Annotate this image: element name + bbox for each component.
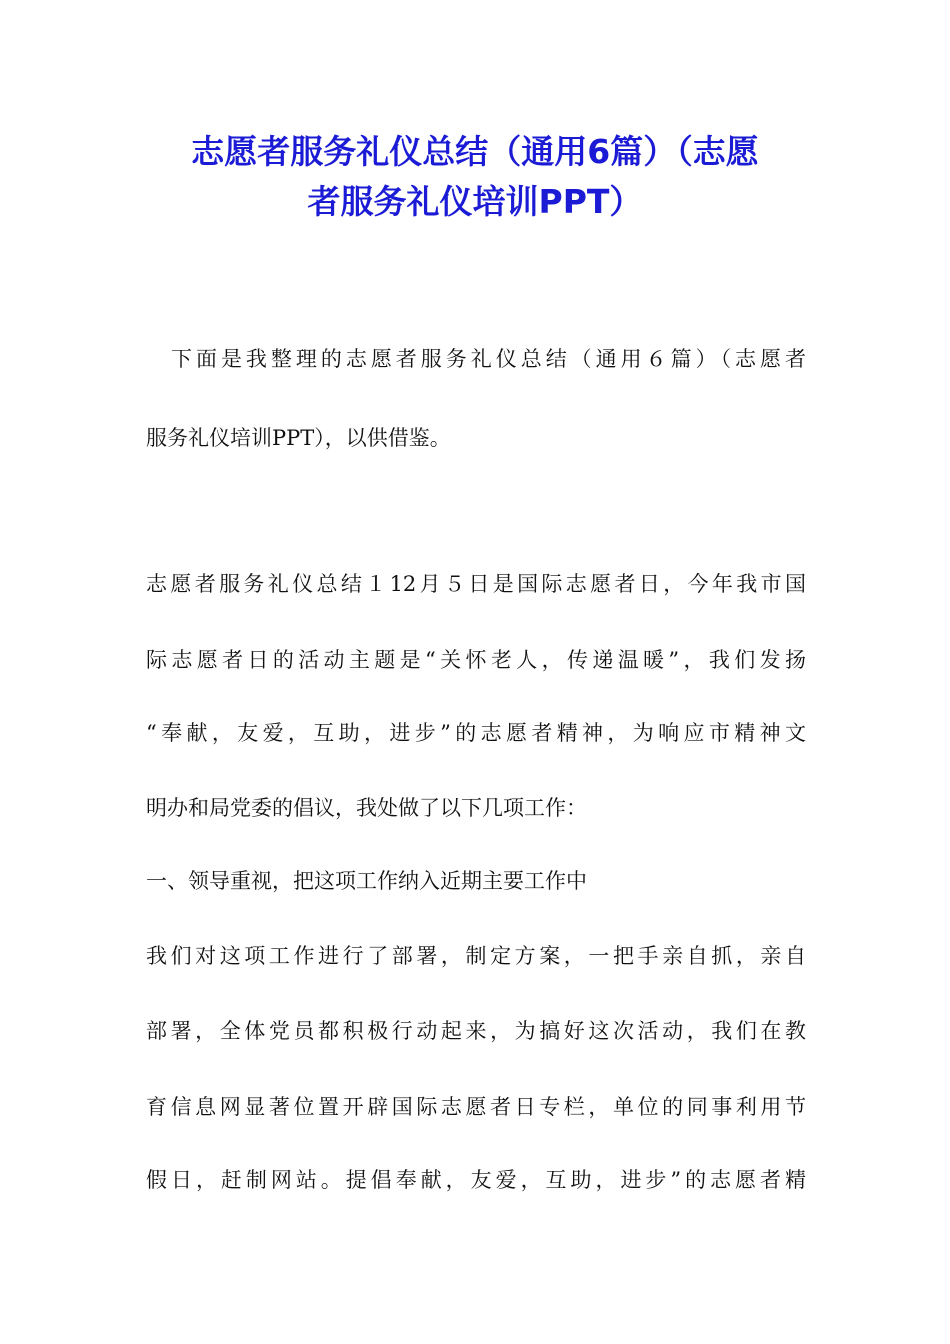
intro-paragraph-line-2: 服务礼仪培训PPT），以供借鉴。 [146, 426, 451, 450]
section-paragraph-line-1: 我们对这项工作进行了部署，制定方案，一把手亲自抓，亲自 [146, 944, 806, 968]
body-paragraph-line-2: 际志愿者日的活动主题是“关怀老人，传递温暖”，我们发扬 [146, 648, 806, 672]
body-paragraph-line-1: 志愿者服务礼仪总结１12月５日是国际志愿者日，今年我市国 [146, 572, 806, 596]
body-paragraph-line-4: 明办和局党委的倡议，我处做了以下几项工作： [146, 796, 587, 820]
body-paragraph-line-3: “奉献，友爱，互助，进步”的志愿者精神，为响应市精神文 [146, 721, 806, 745]
section-paragraph-line-2: 部署，全体党员都积极行动起来，为搞好这次活动，我们在教 [146, 1019, 806, 1043]
section-heading-1: 一、领导重视，把这项工作纳入近期主要工作中 [146, 869, 587, 893]
section-paragraph-line-3: 育信息网显著位置开辟国际志愿者日专栏，单位的同事利用节 [146, 1095, 806, 1119]
intro-paragraph-line-1: 下面是我整理的志愿者服务礼仪总结（通用６篇）（志愿者 [146, 347, 806, 371]
section-paragraph-line-4: 假日，赶制网站。提倡奉献，友爱，互助，进步”的志愿者精 [146, 1168, 806, 1192]
document-title-line-2: 者服务礼仪培训PPT） [307, 182, 643, 221]
document-title-line-1: 志愿者服务礼仪总结（通用6篇）（志愿 [191, 132, 759, 171]
